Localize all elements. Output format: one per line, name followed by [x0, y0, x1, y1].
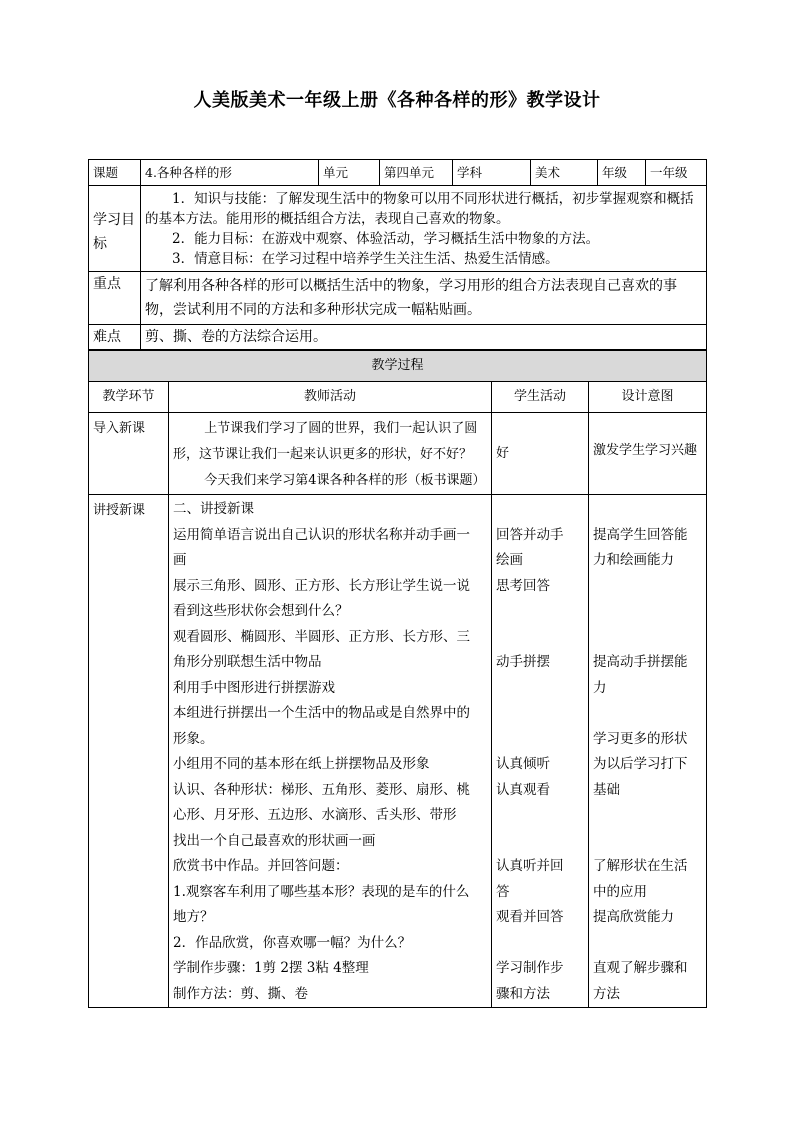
- teacher-line: 欣赏书中作品。并回答问题：: [173, 858, 349, 874]
- teacher-intro-p2: 今天我们来学习第4课各种各样的形（板书课题）: [204, 473, 486, 488]
- intent-line: [593, 497, 702, 523]
- teacher-line: 2．作品欣赏，你喜欢哪一幅？为什么？: [173, 934, 412, 951]
- stage-new: 讲授新课: [89, 495, 169, 1008]
- student-line: [496, 829, 584, 855]
- teacher-line: 小组用不同的基本形在纸上拼摆物品及形象: [173, 756, 430, 772]
- student-line: 认真观看: [496, 781, 550, 798]
- teacher-intro-p1: 上节课我们学习了圆的世界，我们一起认识了圆形，这节课让我们一起来认识更多的形状，好不好？: [173, 421, 478, 462]
- student-line: 认真听并回: [496, 858, 564, 874]
- unit-value: 第四单元: [380, 160, 453, 186]
- grade-value: 一年级: [646, 160, 707, 186]
- intent-line: [593, 574, 702, 600]
- key-label: 重点: [89, 272, 141, 325]
- intent-line: [593, 931, 702, 957]
- lesson-value: 4.各种各样的形: [141, 160, 319, 186]
- table-row: [89, 495, 707, 1008]
- student-line: 绘画: [496, 552, 523, 568]
- teacher-line: 本组进行拼摆出一个生活中的物品或是自然界中的: [173, 705, 470, 721]
- lesson-info-table: [88, 159, 707, 350]
- student-line: 动手拼摆: [496, 654, 550, 670]
- teaching-process-table: [88, 350, 707, 1008]
- stage-intro: 导入新课: [89, 413, 169, 495]
- teacher-line: 角形分别联想生活中物品: [173, 654, 322, 670]
- intent-line: 学习更多的形状: [593, 730, 688, 747]
- intent-new: [589, 495, 707, 1008]
- process-header: 教学过程: [89, 351, 707, 382]
- teacher-line: 形象。: [173, 730, 214, 747]
- table-row: [89, 413, 707, 495]
- subject-value: 美术: [531, 160, 598, 186]
- grade-label: 年级: [598, 160, 646, 186]
- intent-line: 直观了解步骤和: [593, 960, 688, 976]
- student-line: [496, 701, 584, 727]
- teacher-line: 观看圆形、椭圆形、半圆形、正方形、长方形、三: [173, 628, 470, 645]
- teacher-line: 心形、月牙形、五边形、水滴形、舌头形、带形: [173, 807, 457, 823]
- teacher-line: 二、讲授新课: [173, 501, 254, 517]
- student-line: 认真倾听: [496, 756, 550, 772]
- intent-line: 力: [593, 679, 607, 696]
- intent-line: [593, 829, 702, 855]
- col-intent: 设计意图: [589, 382, 707, 413]
- teacher-line: 利用手中图形进行拼摆游戏: [173, 679, 335, 696]
- col-student: 学生活动: [492, 382, 589, 413]
- student-line: [496, 803, 584, 829]
- teacher-line: 找出一个自己最喜欢的形状画一画: [173, 832, 376, 849]
- intent-line: 方法: [593, 985, 620, 1002]
- intent-line: 力和绘画能力: [593, 552, 674, 568]
- student-line: [496, 931, 584, 957]
- teacher-line: 画: [173, 552, 187, 568]
- teacher-line: 1.观察客车利用了哪些基本形？表现的是车的什么: [173, 883, 470, 900]
- col-teacher: 教师活动: [169, 382, 492, 413]
- intent-line: 提高欣赏能力: [593, 909, 674, 925]
- intent-line: [593, 599, 702, 625]
- unit-label: 单元: [319, 160, 380, 186]
- student-line: 答: [496, 883, 510, 900]
- teacher-line: 看到这些形状你会想到什么？: [173, 603, 349, 619]
- difficulty-value: 剪、撕、卷的方法综合运用。: [141, 325, 707, 350]
- teacher-line: 制作方法：剪、撕、卷: [173, 985, 308, 1002]
- intent-intro: 激发学生学习兴趣: [589, 413, 707, 495]
- student-line: [496, 625, 584, 651]
- intent-line: 基础: [593, 781, 620, 798]
- intent-line: 为以后学习打下: [593, 756, 688, 772]
- student-line: 回答并动手: [496, 526, 564, 543]
- goal-3: 3．情意目标：在学习过程中培养学生关注生活、热爱生活情感。: [172, 251, 559, 267]
- student-line: [496, 727, 584, 753]
- key-value: 了解利用各种各样的形可以概括生活中的物象，学习用形的组合方法表现自己喜欢的事物，尝试利用不同的方法和多种形状完成一幅粘贴画。: [141, 272, 707, 325]
- intent-line: 了解形状在生活: [593, 858, 688, 874]
- student-line: [496, 599, 584, 625]
- goal-1: 1．知识与技能：了解发现生活中的物象可以用不同形状进行概括，初步掌握观察和概括的基本方法。能用形的概括组合方法，表现自己喜欢的物象。: [145, 191, 694, 227]
- subject-label: 学科: [453, 160, 531, 186]
- teacher-intro: [169, 413, 492, 495]
- teacher-line: 学制作步骤：1剪 2摆 3粘 4整理: [173, 960, 369, 976]
- goals-cell: [141, 186, 707, 272]
- student-line: 思考回答: [496, 577, 550, 594]
- teacher-line: 地方？: [173, 909, 214, 925]
- student-new: [492, 495, 589, 1008]
- student-intro: 好: [492, 413, 589, 495]
- intent-line: 中的应用: [593, 883, 647, 900]
- intent-line: [593, 701, 702, 727]
- student-line: 观看并回答: [496, 909, 564, 925]
- difficulty-label: 难点: [89, 325, 141, 350]
- intent-line: [593, 625, 702, 651]
- student-line: 骤和方法: [496, 985, 550, 1002]
- goals-label: 学习目标: [89, 186, 141, 272]
- col-stage: 教学环节: [89, 382, 169, 413]
- teacher-new: [169, 495, 492, 1008]
- document-title: 人美版美术一年级上册《各种各样的形》教学设计: [193, 90, 601, 111]
- intent-line: [593, 803, 702, 829]
- goal-2: 2．能力目标：在游戏中观察、体验活动，学习概括生活中物象的方法。: [172, 231, 600, 247]
- student-line: [496, 497, 584, 523]
- student-line: 学习制作步: [496, 960, 564, 976]
- teacher-line: 展示三角形、圆形、正方形、长方形让学生说一说: [173, 577, 470, 594]
- intent-line: 提高学生回答能: [593, 526, 688, 543]
- student-line: [496, 676, 584, 702]
- intent-line: 提高动手拼摆能: [593, 654, 688, 670]
- teacher-line: 认识、各种形状：梯形、五角形、菱形、扇形、桃: [173, 781, 470, 798]
- lesson-label: 课题: [89, 160, 141, 186]
- teacher-line: 运用简单语言说出自己认识的形状名称并动手画一: [173, 526, 470, 543]
